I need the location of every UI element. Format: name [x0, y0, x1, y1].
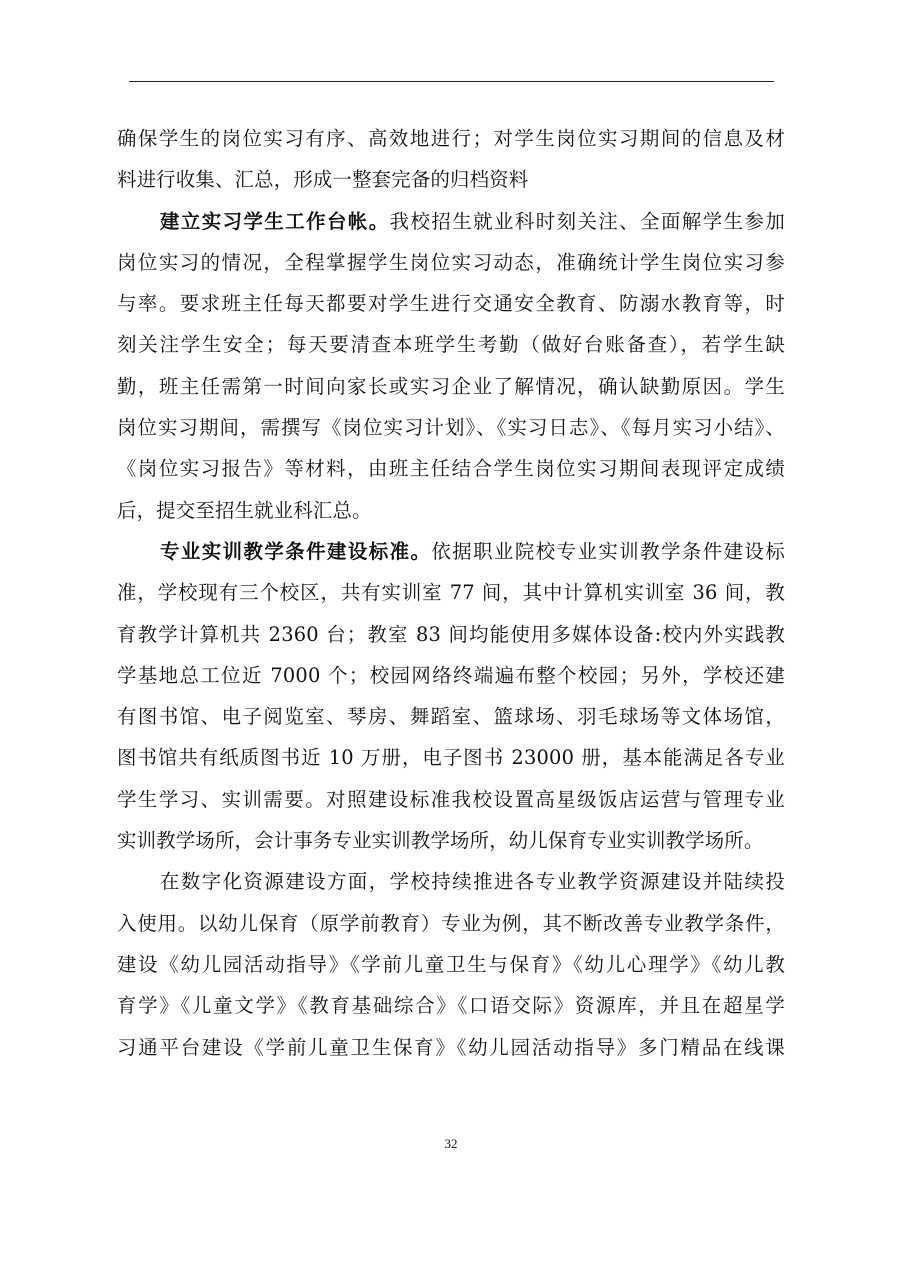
text-line: 后，提交至招生就业科汇总。: [117, 498, 372, 522]
text-line: 学基地总工位近 7000 个；校园网络终端遍布整个校园；另外，学校还建: [117, 663, 785, 687]
text-run: 我校招生就业科时刻关注、全面解学生参加: [389, 209, 785, 233]
text-line: 学生学习、实训需要。对照建设标准我校设置高星级饭店运营与管理专业: [117, 787, 785, 811]
text-line: 有图书馆、电子阅览室、琴房、舞蹈室、篮球场、羽毛球场等文体场馆，: [117, 705, 785, 729]
text-line: 料进行收集、汇总，形成一整套完备的归档资料: [117, 168, 529, 192]
header-rule: [129, 81, 774, 82]
text-line: 习通平台建设《学前儿童卫生保育》《幼儿园活动指导》多门精品在线课: [117, 1035, 785, 1059]
document-body: [117, 118, 785, 1068]
paragraph-internship-ledger: [117, 201, 785, 531]
text-run: 依据职业院校专业实训教学条件建设标: [431, 539, 785, 563]
text-line: 在数字化资源建设方面，学校持续推进各专业教学资源建设并陆续投: [160, 870, 785, 894]
page-number: 32: [444, 1136, 458, 1151]
paragraph-training-standards: [117, 531, 785, 861]
paragraph-archive: [117, 118, 785, 201]
paragraph-digital-resources: [117, 861, 785, 1067]
text-line: 确保学生的岗位实习有序、高效地进行；对学生岗位实习期间的信息及材: [117, 127, 785, 150]
text-line: 育教学计算机共 2360 台；教室 83 间均能使用多媒体设备:校内外实践教: [117, 622, 785, 646]
text-line: 《岗位实习报告》等材料，由班主任结合学生岗位实习期间表现评定成绩: [117, 457, 785, 481]
text-line: 岗位实习的情况，全程掌握学生岗位实习动态，准确统计学生岗位实习参: [117, 250, 785, 274]
text-line: [117, 531, 785, 572]
text-line: [117, 201, 785, 242]
paragraph-heading: 专业实训教学条件建设标准。: [160, 539, 432, 563]
text-line: 刻关注学生安全；每天要清查本班学生考勤（做好台账备查），若学生缺: [117, 333, 785, 357]
text-line: 勤，班主任需第一时间向家长或实习企业了解情况，确认缺勤原因。学生: [117, 374, 785, 398]
text-line: 育学》《儿童文学》《教育基础综合》《口语交际》资源库，并且在超星学: [117, 994, 785, 1018]
text-line: 岗位实习期间，需撰写《岗位实习计划》、《实习日志》、《每月实习小结》、: [117, 416, 785, 440]
text-line: 实训教学场所，会计事务专业实训教学场所，幼儿保育专业实训教学场所。: [117, 829, 764, 853]
text-line: 入使用。以幼儿保育（原学前教育）专业为例，其不断改善专业教学条件，: [117, 911, 785, 935]
text-line: 与率。要求班主任每天都要对学生进行交通安全教育、防溺水教育等，时: [117, 292, 785, 316]
text-line: 图书馆共有纸质图书近 10 万册，电子图书 23000 册，基本能满足各专业: [117, 746, 785, 770]
paragraph-heading: 建立实习学生工作台帐。: [160, 209, 390, 233]
text-line: 建设《幼儿园活动指导》《学前儿童卫生与保育》《幼儿心理学》《幼儿教: [117, 952, 785, 976]
text-line: 准，学校现有三个校区，共有实训室 77 间，其中计算机实训室 36 间，教: [117, 581, 785, 605]
